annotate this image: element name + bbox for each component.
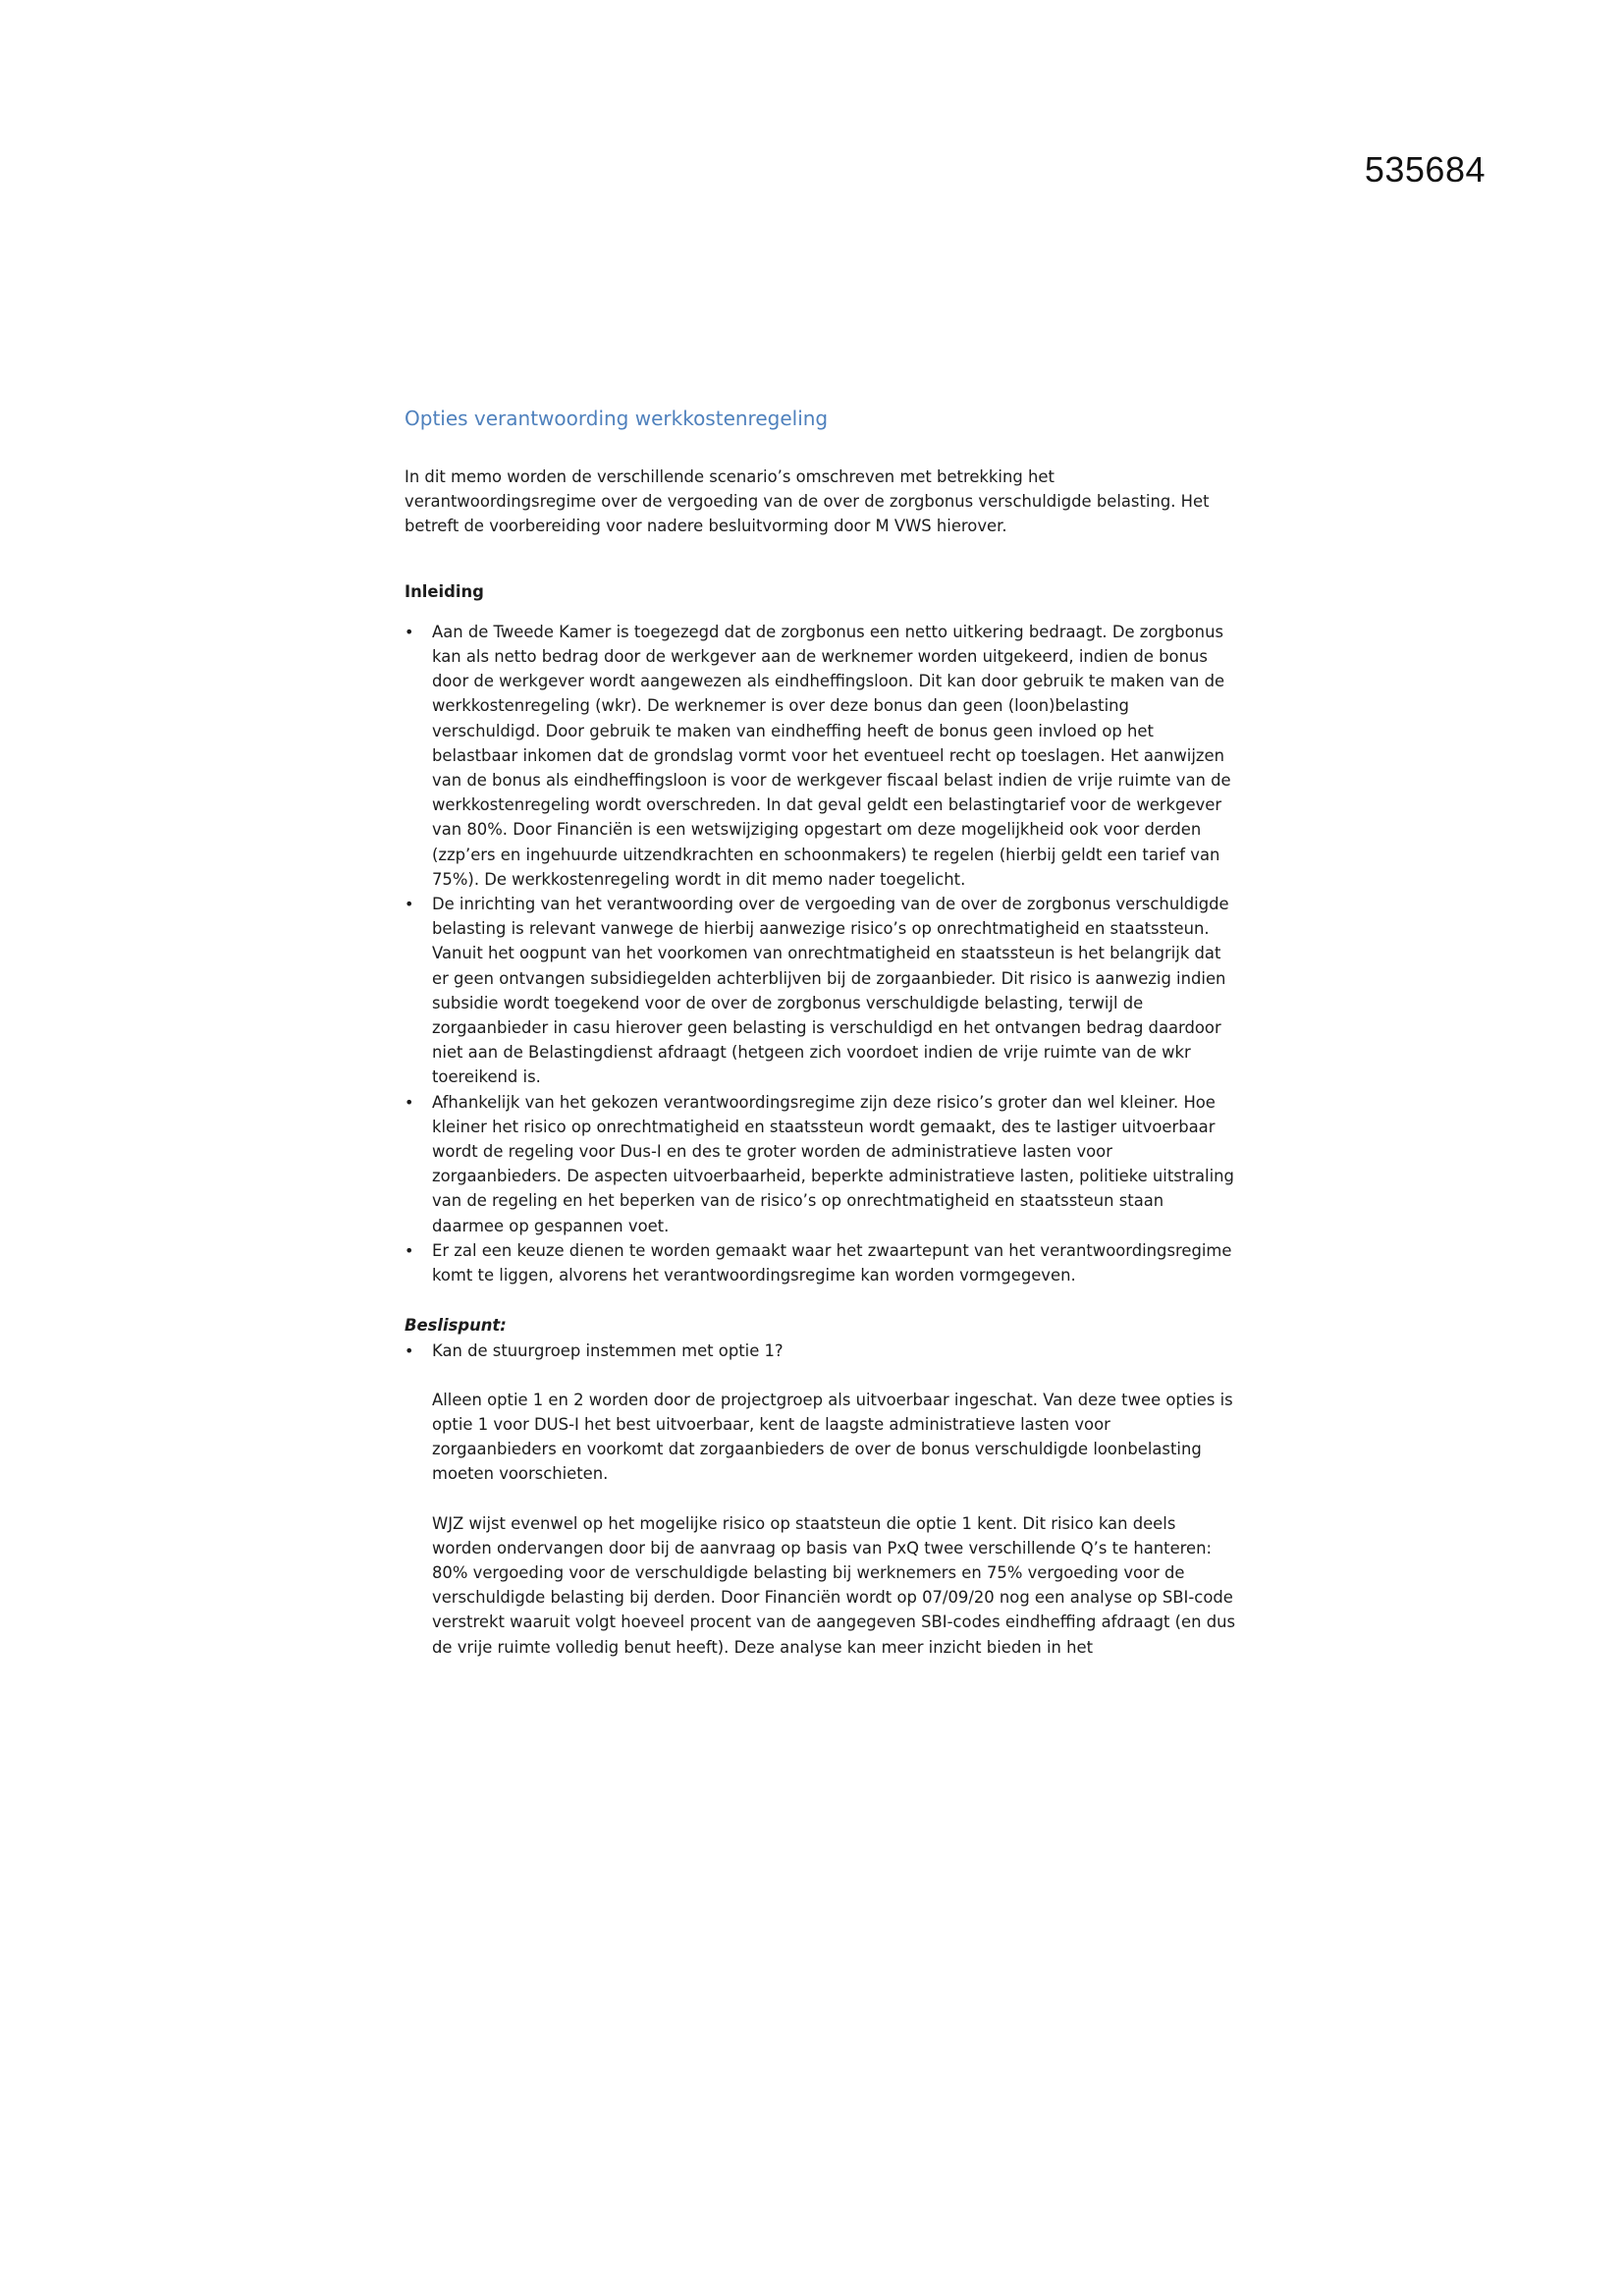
list-item bbox=[405, 1238, 1239, 1287]
bullet-icon: • bbox=[405, 1092, 414, 1112]
list-item bbox=[405, 892, 1239, 1090]
decision-paragraph-options: Alleen optie 1 en 2 worden door de projectgroep als uitvoerbaar ingeschat. Van deze twee opties is optie 1 voor DUS-I het best uitvoerbaar, kent de laagste administratieve lasten voor zorgaanbieders en voorkomt dat zorgaanbieders de over de bonus verschuldigde loonbelasting moeten voorschieten. bbox=[432, 1390, 1233, 1484]
document-id-number: 535684 bbox=[1364, 149, 1486, 190]
bullet-icon: • bbox=[405, 1340, 414, 1360]
decision-paragraph-wjz: WJZ wijst evenwel op het mogelijke risico op staatsteun die optie 1 kent. Dit risico kan deels worden ondervangen door bij de aanvraag op basis van PxQ twee verschillende Q’s te hanteren: 80% vergoeding voor de verschuldigde belasting bij werknemers en 75% vergoeding voor de verschuldigde belasting bij derden. Door Financiën wordt op 07/09/20 nog een analyse op SBI-code verstrekt waaruit volgt hoeveel procent van de aangegeven SBI-codes eindheffing afdraagt (en dus de vrije ruimte volledig benut heeft). Deze analyse kan meer inzicht bieden in het bbox=[432, 1513, 1236, 1657]
inleiding-bullet-list bbox=[405, 620, 1239, 1287]
bullet-icon: • bbox=[405, 622, 414, 641]
memo-body bbox=[405, 405, 1239, 1684]
bullet-icon: • bbox=[405, 1240, 414, 1260]
list-item bbox=[405, 1090, 1239, 1238]
decision-heading-text: Beslispunt bbox=[405, 1316, 501, 1336]
decision-heading bbox=[405, 1313, 1239, 1338]
bullet-text: De inrichting van het verantwoording over de vergoeding van de over de zorgbonus verschuldigde belasting is relevant vanwege de hierbij aanwezige risico’s op onrechtmatigheid en staatssteun. Vanuit het oogpunt van het voorkomen van onrechtmatigheid en staatssteun is het belangrijk dat er geen ontvangen subsidiegelden achterblijven bij de zorgaanbieder. Dit risico is aanwezig indien subsidie wordt toegekend voor de over de zorgbonus verschuldigde belasting, terwijl de zorgaanbieder in casu hierover geen belasting is verschuldigd en het ontvangen bedrag daardoor niet aan de Belastingdienst afdraagt (hetgeen zich voordoet indien de vrije ruimte van de wkr toereikend is. bbox=[432, 895, 1229, 1087]
section-heading-inleiding: Inleiding bbox=[405, 581, 484, 601]
list-item bbox=[405, 1339, 1239, 1363]
memo-title: Opties verantwoording werkkostenregeling bbox=[405, 407, 829, 430]
bullet-text: Aan de Tweede Kamer is toegezegd dat de zorgbonus een netto uitkering bedraagt. De zorgbonus kan als netto bedrag door de werkgever aan de werknemer worden uitgekeerd, indien de bonus door de werkgever wordt aangewezen als eindheffingsloon. Dit kan door gebruik te maken van de werkkostenregeling (wkr). De werknemer is over deze bonus dan geen (loon)belasting verschuldigd. Door gebruik te maken van eindheffing heeft de bonus geen invloed op het belastbaar inkomen dat de grondslag vormt voor het eventueel recht op toeslagen. Het aanwijzen van de bonus als eindheffingsloon is voor de werkgever fiscaal belast indien de vrije ruimte van de werkkostenregeling wordt overschreden. In dat geval geldt een belastingtarief voor de werkgever van 80%. Door Financiën is een wetswijziging opgestart om deze mogelijkheid ook voor derden (zzp’ers en ingehuurde uitzendkrachten en schoonmakers) te regelen (hierbij geldt een tarief van 75%). De werkkostenregeling wordt in dit memo nader toegelicht. bbox=[432, 622, 1231, 889]
decision-heading-colon: : bbox=[500, 1316, 507, 1336]
bullet-text: Afhankelijk van het gekozen verantwoordingsregime zijn deze risico’s groter dan wel kleiner. Hoe kleiner het risico op onrechtmatigheid en staatssteun wordt gemaakt, des te lastiger uitvoerbaar wordt de regeling voor Dus-I en des te groter worden de administratieve lasten voor zorgaanbieders. De aspecten uitvoerbaarheid, beperkte administratieve lasten, politieke uitstraling van de regeling en het beperken van de risico’s op onrechtmatigheid en staatssteun staan daarmee op gespannen voet. bbox=[432, 1092, 1234, 1235]
bullet-text: Er zal een keuze dienen te worden gemaakt waar het zwaartepunt van het verantwoordingsregime komt te liggen, alvorens het verantwoordingsregime kan worden vormgegeven. bbox=[432, 1240, 1232, 1285]
list-item bbox=[405, 620, 1239, 892]
decision-bullet-list bbox=[405, 1339, 1239, 1363]
intro-paragraph: In dit memo worden de verschillende scenario’s omschreven met betrekking het verantwoordingsregime over de vergoeding van de over de zorgbonus verschuldigde belasting. Het betreft de voorbereiding voor nadere besluitvorming door M VWS hierover. bbox=[405, 467, 1210, 536]
decision-bullet-text: Kan de stuurgroep instemmen met optie 1? bbox=[432, 1340, 784, 1360]
bullet-icon: • bbox=[405, 895, 414, 914]
